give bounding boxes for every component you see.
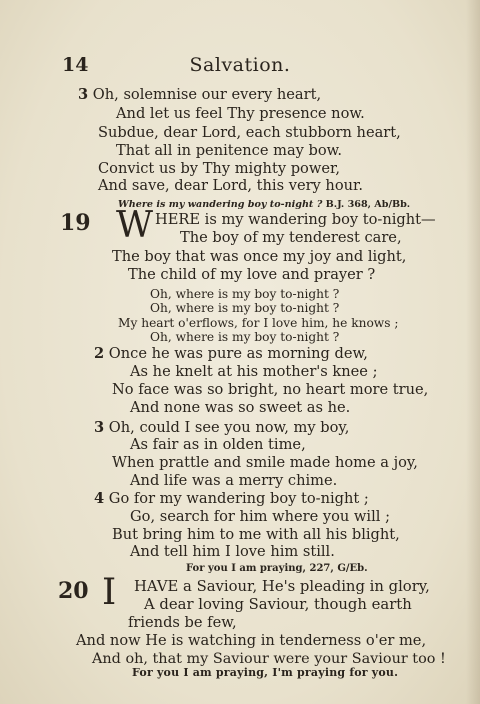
verse-line: And none was so sweet as he. [130, 399, 351, 416]
verse-line [78, 86, 321, 104]
verse-line: friends be few, [128, 614, 237, 631]
verse-line [94, 419, 349, 437]
verse-line: The child of my love and prayer ? [128, 266, 376, 283]
verse-line: Subdue, dear Lord, each stubborn heart, [98, 124, 401, 141]
verse-number: 2 [94, 345, 105, 362]
tune-line: For you I am praying, 227, G/Eb. [186, 563, 368, 574]
verse-line: As fair as in olden time, [130, 436, 306, 453]
verse-number: 3 [94, 419, 105, 436]
verse-line: And now He is watching in tenderness o'er me, [76, 632, 427, 649]
verse-line: As he knelt at his mother's knee ; [130, 363, 378, 380]
verse-line [94, 490, 369, 508]
chorus-line: Oh, where is my boy to-night ? [150, 287, 340, 301]
drop-cap: I [102, 572, 117, 613]
verse-line: And tell him I love him still. [130, 543, 335, 560]
verse-line: HAVE a Saviour, He's pleading in glory, [134, 578, 430, 595]
verse-line: But bring him to me with all his blight, [112, 526, 400, 543]
verse-number: 4 [94, 490, 105, 507]
verse-line: The boy that was once my joy and light, [112, 248, 407, 265]
verse-line: And save, dear Lord, this very hour. [98, 177, 364, 194]
verse-line: Convict us by Thy mighty power, [98, 160, 340, 177]
verse-text: Once he was pure as morning dew, [108, 345, 368, 362]
verse-text: Oh, solemnise our every heart, [92, 86, 322, 103]
page-title: Salvation. [189, 54, 291, 76]
verse-text: Oh, could I see you now, my boy, [108, 419, 350, 436]
chorus-line: Oh, where is my boy to-night ? [150, 330, 340, 344]
drop-cap: W [116, 205, 154, 246]
verse-line: The boy of my tenderest care, [180, 229, 402, 246]
verse-number: 3 [78, 86, 89, 103]
verse-line: When prattle and smile made home a joy, [112, 454, 418, 471]
page-edge-shadow [466, 0, 480, 704]
tune-reference: B.J. 368, Ab/Bb. [325, 199, 411, 210]
chorus-line: Oh, where is my boy to-night ? [150, 301, 340, 315]
verse-line: And let us feel Thy presence now. [116, 105, 365, 122]
hymn-number: 20 [58, 578, 89, 604]
verse-line: And life was a merry chime. [130, 472, 338, 489]
verse-line [94, 345, 368, 363]
tune-line [118, 199, 410, 210]
page-header [0, 54, 480, 78]
verse-line: A dear loving Saviour, though earth [144, 596, 412, 613]
refrain-line: For you I am praying, I'm praying for you. [132, 666, 399, 679]
hymn-number: 19 [60, 210, 91, 236]
verse-line: Go, search for him where you will ; [130, 508, 390, 525]
chorus-line: My heart o'erflows, for I love him, he knows ; [118, 316, 399, 330]
verse-line: No face was so bright, no heart more true, [112, 381, 429, 398]
verse-line: That all in penitence may bow. [116, 142, 343, 159]
verse-line: And oh, that my Saviour were your Saviour too ! [92, 651, 446, 667]
verse-line: HERE is my wandering boy to-night— [155, 211, 436, 228]
page-number: 14 [62, 54, 89, 76]
tune-name: Where is my wandering boy to-night ? [118, 199, 323, 210]
verse-text: Go for my wandering boy to-night ; [108, 490, 369, 507]
